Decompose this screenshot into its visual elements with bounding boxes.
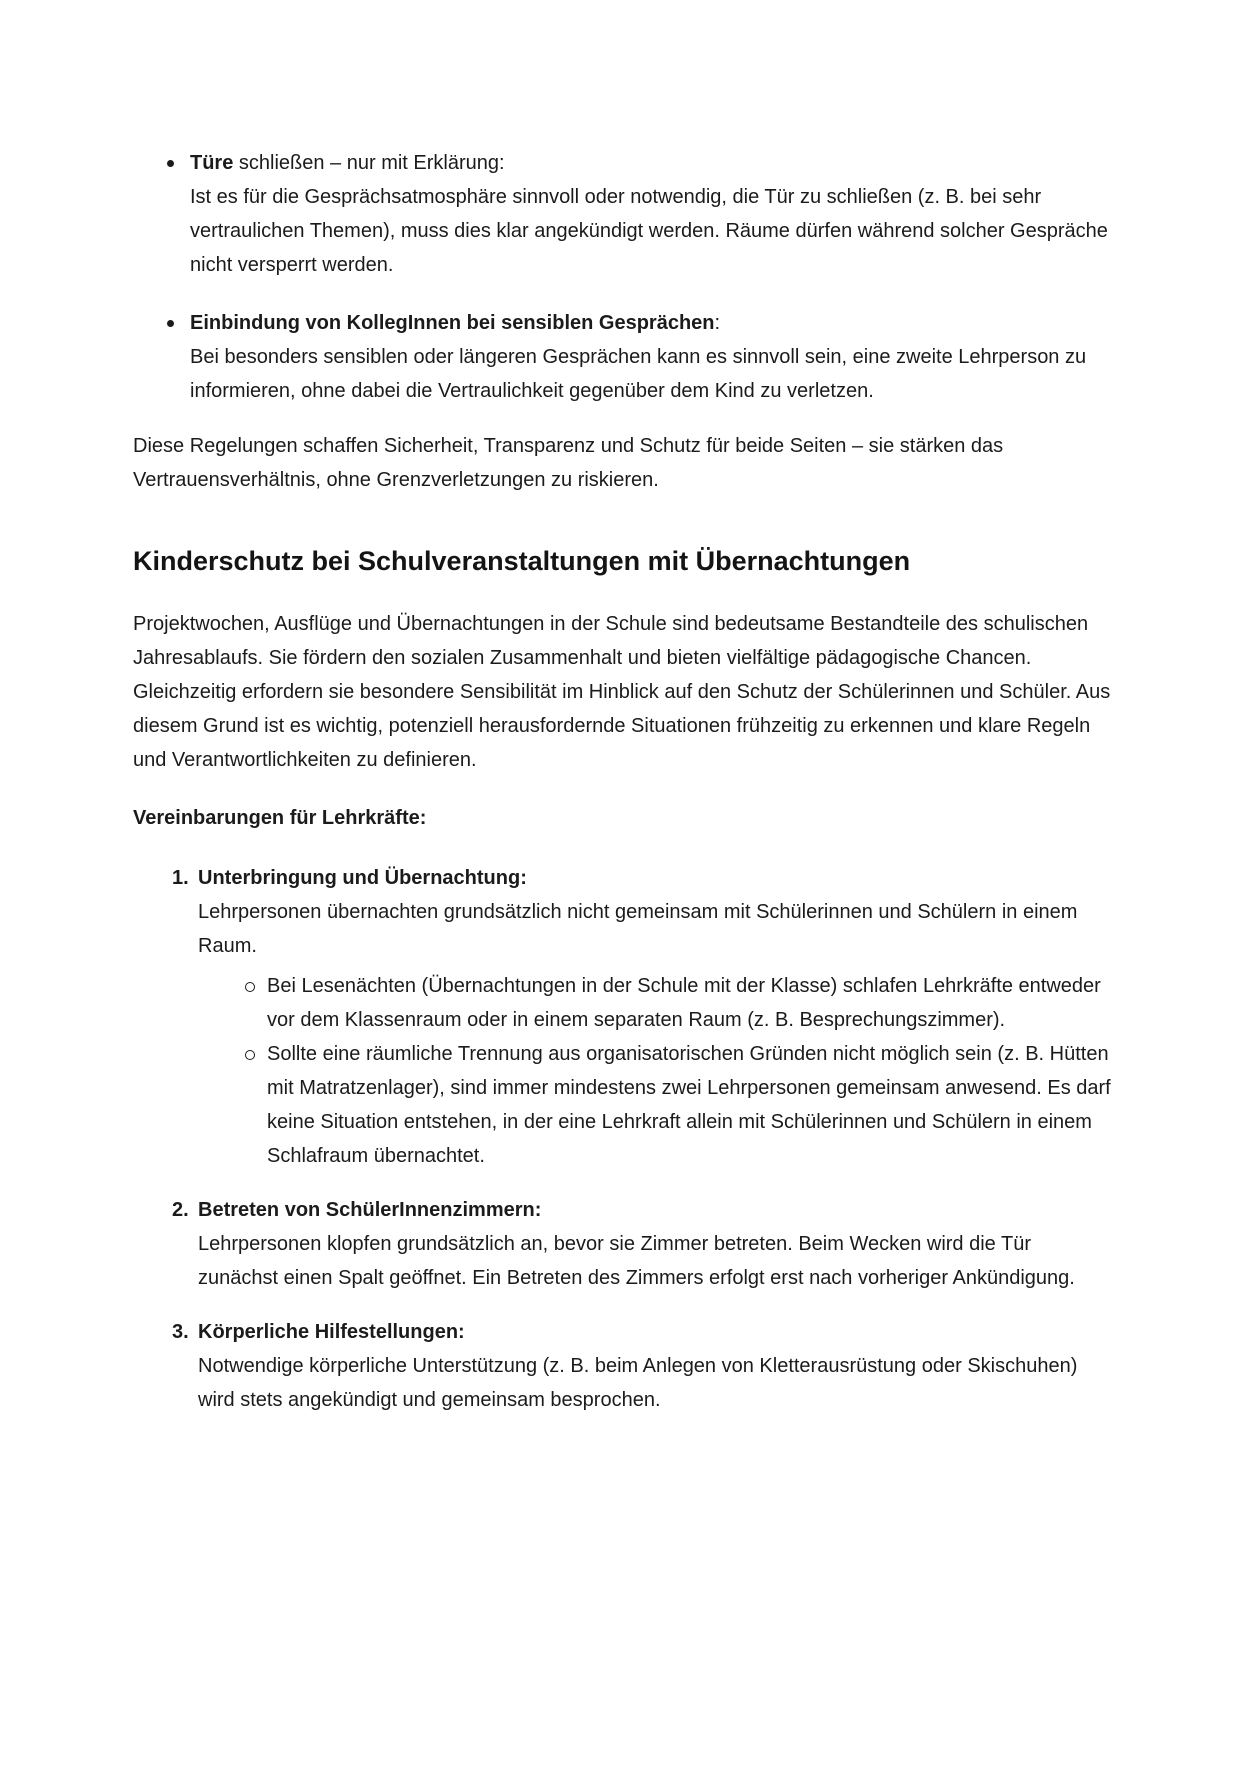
sub-bullet-text: Bei Lesenächten (Übernachtungen in der Schule mit der Klasse) schlafen Lehrkräfte entweder vor dem Klassenraum oder in einem separaten Raum (z. B. Besprechungszimmer).	[267, 975, 1101, 1031]
section-heading: Kinderschutz bei Schulveranstaltungen mit Übernachtungen	[133, 546, 911, 576]
numbered-item	[133, 861, 1116, 1173]
bullet-item-body: Ist es für die Gesprächsatmosphäre sinnvoll oder notwendig, die Tür zu schließen (z. B. bei sehr vertraulichen Themen), muss dies klar angekündigt werden. Räume dürfen während solcher Gespräche nicht versperrt werden.	[190, 186, 1108, 276]
numbered-item	[133, 1315, 1116, 1417]
bullet-list	[133, 146, 1116, 408]
bullet-item-content	[190, 306, 1116, 408]
bullet-disc-icon	[167, 146, 190, 282]
bullet-item-content	[190, 146, 1116, 282]
closing-paragraph: Diese Regelungen schaffen Sicherheit, Transparenz und Schutz für beide Seiten – sie stärken das Vertrauensverhältnis, ohne Grenzverletzungen zu riskieren.	[133, 435, 1004, 491]
numbered-list	[133, 861, 1116, 1417]
sub-bullet-text: Sollte eine räumliche Trennung aus organisatorischen Gründen nicht möglich sein (z. B. Hütten mit Matratzenlager), sind immer mindestens zwei Lehrpersonen gemeinsam anwesend. Es darf keine Situation entstehen, in der eine Lehrkraft allein mit Schülerinnen und Schülern in einem Schlafraum übernachtet.	[267, 1043, 1111, 1167]
subheading: Vereinbarungen für Lehrkräfte:	[133, 807, 427, 829]
item-title: Körperliche Hilfestellungen:	[198, 1321, 465, 1343]
numbered-item	[133, 1193, 1116, 1295]
item-body: Notwendige körperliche Unterstützung (z. B. beim Anlegen von Kletterausrüstung oder Skischuhen) wird stets angekündigt und gemeinsam besprochen.	[198, 1355, 1078, 1411]
bullet-item-body: Bei besonders sensiblen oder längeren Gesprächen kann es sinnvoll sein, eine zweite Lehrperson zu informieren, ohne dabei die Vertraulichkeit gegenüber dem Kind zu verletzen.	[190, 346, 1087, 402]
list-item	[133, 306, 1116, 408]
item-title: Betreten von SchülerInnenzimmern:	[198, 1199, 542, 1221]
item-body: Lehrpersonen klopfen grundsätzlich an, bevor sie Zimmer betreten. Beim Wecken wird die Tür zunächst einen Spalt geöffnet. Ein Betreten des Zimmers erfolgt erst nach vorheriger Ankündigung.	[198, 1233, 1075, 1289]
bullet-item-title: Einbindung von KollegInnen bei sensiblen Gesprächen:	[190, 312, 721, 334]
item-body: Lehrpersonen übernachten grundsätzlich nicht gemeinsam mit Schülerinnen und Schülern in einem Raum.	[198, 901, 1078, 957]
sub-bullet-item	[198, 1037, 1116, 1173]
sub-bullet-list	[198, 969, 1116, 1173]
item-number: 1.	[172, 867, 189, 889]
sub-bullet-item	[198, 969, 1116, 1037]
item-number: 2.	[172, 1199, 189, 1221]
bullet-circle-icon	[245, 1037, 267, 1173]
section-intro: Projektwochen, Ausflüge und Übernachtungen in der Schule sind bedeutsame Bestandteile des schulischen Jahresablaufs. Sie fördern den sozialen Zusammenhalt und bieten vielfältige pädagogische Chancen. Gleichzeitig erfordern sie besondere Sensibilität im Hinblick auf den Schutz der Schülerinnen und Schüler. Aus diesem Grund ist es wichtig, potenziell herausfordernde Situationen frühzeitig zu erkennen und klare Regeln und Verantwortlichkeiten zu definieren.	[133, 613, 1111, 771]
bullet-circle-icon	[245, 969, 267, 1037]
numbered-item-content	[198, 1315, 1116, 1417]
bullet-item-title: Türe schließen – nur mit Erklärung:	[190, 152, 505, 174]
numbered-item-content	[198, 861, 1116, 1173]
numbered-item-content	[198, 1193, 1116, 1295]
list-item	[133, 146, 1116, 282]
item-number: 3.	[172, 1321, 189, 1343]
bullet-disc-icon	[167, 306, 190, 408]
item-title: Unterbringung und Übernachtung:	[198, 867, 527, 889]
